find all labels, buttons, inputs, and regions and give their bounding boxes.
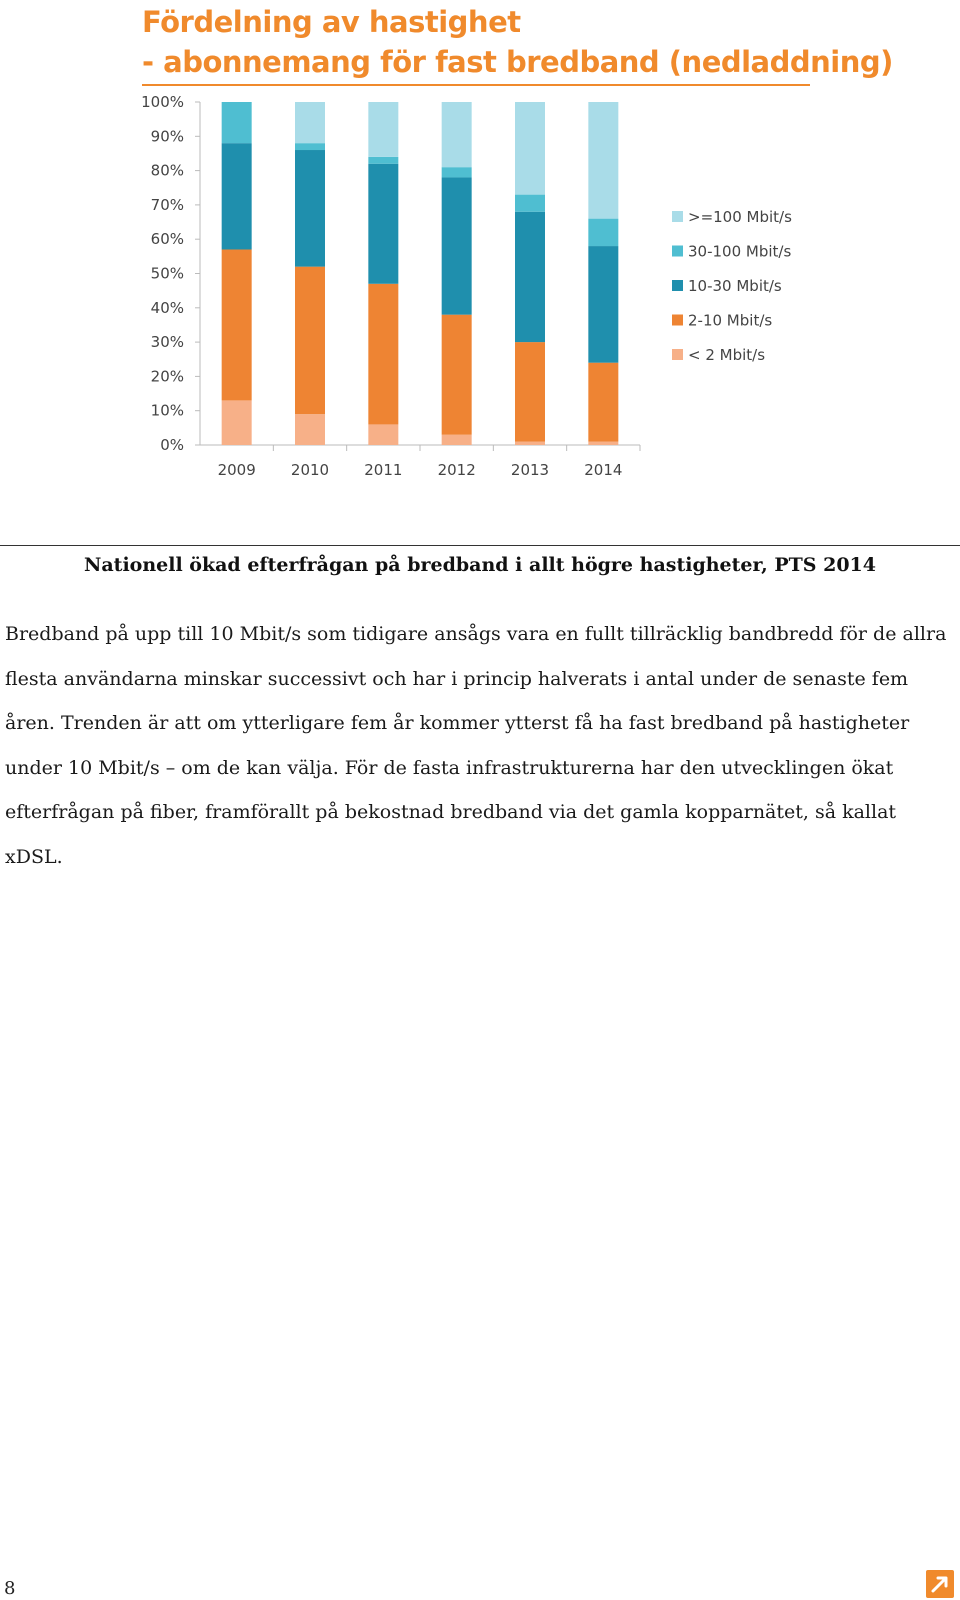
y-tick-label: 30% xyxy=(150,333,184,352)
legend-label: 10-30 Mbit/s xyxy=(688,277,782,295)
y-tick-label: 90% xyxy=(150,127,184,146)
body-paragraph: Bredband på upp till 10 Mbit/s som tidigare ansågs vara en fullt tillräcklig bandbredd för de allra flesta användarna minskar successivt och har i princip halverats i antal under de senaste fem åren. Trenden är att om ytterligare fem år kommer ytterst få ha fast bredband på hastigheter under 10 Mbit/s – om de kan välja. För de fasta infrastrukturerna har den utvecklingen ökat efterfrågan på fiber, framförallt på bekostnad bredband via det gamla kopparnätet, så kallat xDSL. xyxy=(5,623,947,868)
bar-segment xyxy=(588,102,618,219)
bar-segment xyxy=(222,102,252,143)
bar-segment xyxy=(368,164,398,284)
bar-segment xyxy=(442,315,472,435)
page-number: 8 xyxy=(4,1578,16,1599)
x-tick-label: 2014 xyxy=(584,461,623,479)
bar-segment xyxy=(588,363,618,442)
y-tick-label: 70% xyxy=(150,195,184,214)
bar-segment xyxy=(515,212,545,342)
bar-segment xyxy=(368,102,398,157)
bar-segment xyxy=(368,424,398,445)
x-tick-label: 2012 xyxy=(437,461,476,479)
bar-segment xyxy=(295,414,325,445)
bar-segment xyxy=(515,442,545,445)
legend-label: 2-10 Mbit/s xyxy=(688,311,773,330)
legend-label: 30-100 Mbit/s xyxy=(688,242,792,261)
legend-swatch xyxy=(672,211,683,222)
stacked-bar-chart xyxy=(0,0,960,500)
y-tick-label: 20% xyxy=(150,367,184,386)
x-tick-label: 2011 xyxy=(364,461,403,479)
bar-segment xyxy=(222,143,252,249)
x-tick-label: 2009 xyxy=(217,461,256,479)
chart-title-line2: - abonnemang för fast bredband (nedladdning) xyxy=(142,45,893,79)
figure-caption: Nationell ökad efterfrågan på bredband i allt högre hastigheter, PTS 2014 xyxy=(83,554,877,576)
legend-swatch xyxy=(672,349,683,360)
bar-segment xyxy=(368,157,398,164)
legend-label: >=100 Mbit/s xyxy=(688,208,792,226)
bar-segment xyxy=(515,342,545,441)
y-tick-label: 10% xyxy=(150,401,184,420)
x-tick-label: 2010 xyxy=(290,461,330,479)
section-divider xyxy=(0,545,960,546)
bar-segment xyxy=(295,150,325,267)
bar-segment xyxy=(222,400,252,445)
bar-segment xyxy=(442,102,472,167)
bar-segment xyxy=(295,267,325,414)
y-tick-label: 40% xyxy=(150,298,184,317)
legend-label: < 2 Mbit/s xyxy=(688,346,766,364)
orange-arrow-logo-icon xyxy=(926,1570,954,1598)
y-tick-label: 100% xyxy=(141,93,184,111)
y-tick-label: 80% xyxy=(150,161,184,180)
bar-segment xyxy=(295,102,325,143)
y-tick-label: 0% xyxy=(160,436,184,454)
x-tick-label: 2013 xyxy=(510,461,550,479)
bar-segment xyxy=(515,102,545,195)
bar-segment xyxy=(588,442,618,445)
bar-segment xyxy=(442,177,472,314)
bar-segment xyxy=(588,246,618,363)
chart-title-line1: Fördelning av hastighet xyxy=(142,5,521,39)
y-tick-label: 50% xyxy=(150,264,184,283)
bar-segment xyxy=(442,435,472,445)
bar-segment xyxy=(515,195,545,212)
legend-swatch xyxy=(672,315,683,326)
bar-segment xyxy=(442,167,472,177)
legend-swatch xyxy=(672,280,683,291)
legend-swatch xyxy=(672,246,683,257)
bar-segment xyxy=(295,143,325,150)
bar-segment xyxy=(222,249,252,400)
y-tick-label: 60% xyxy=(150,230,184,249)
bar-segment xyxy=(368,284,398,425)
bar-segment xyxy=(588,219,618,246)
